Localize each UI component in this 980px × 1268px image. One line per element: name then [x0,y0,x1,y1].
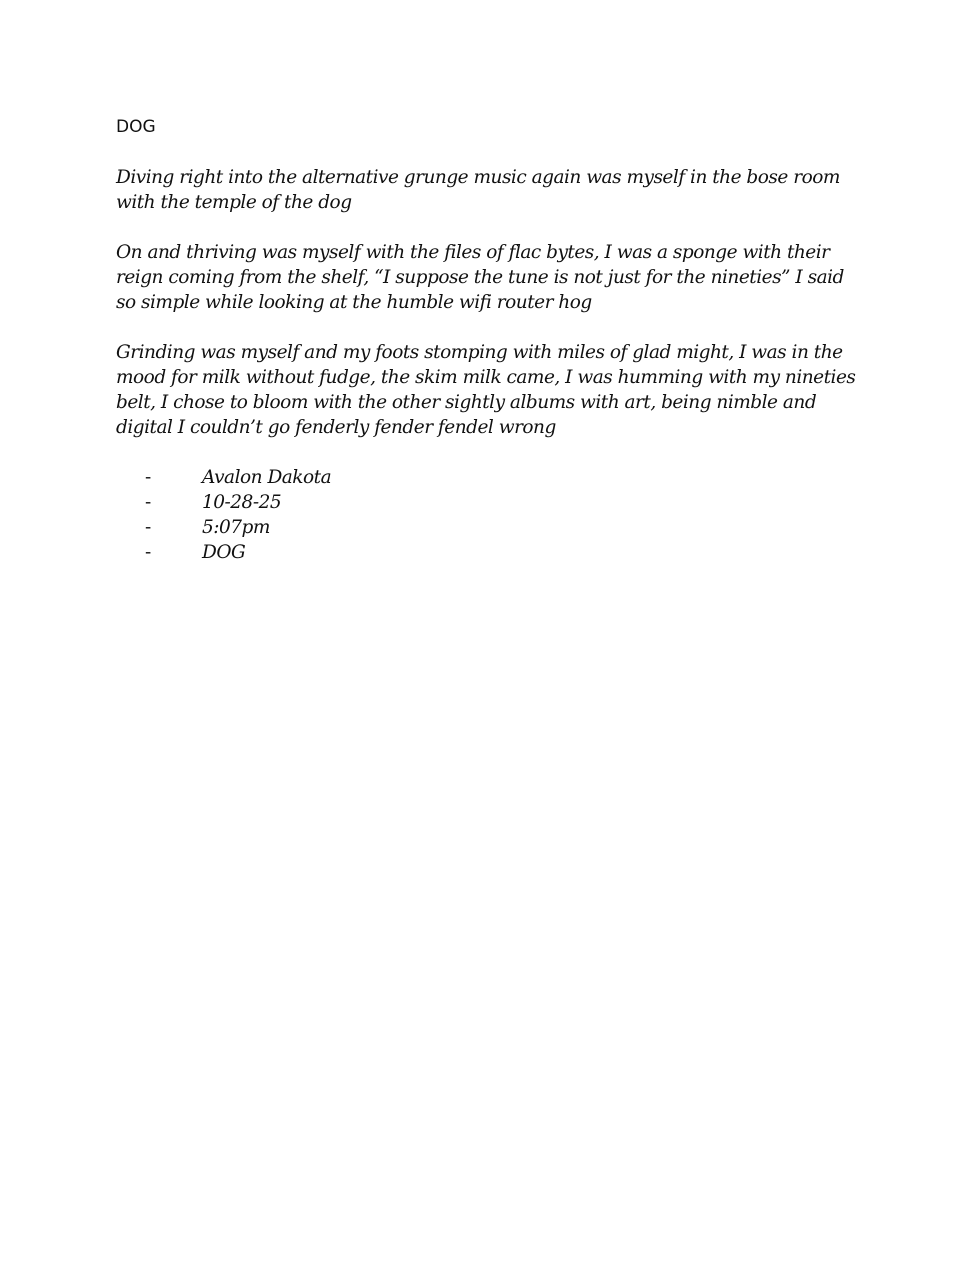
list-item-text: 5:07pm [202,517,270,538]
document-body [116,115,866,565]
paragraph-2: On and thriving was myself with the files of flac bytes, I was a sponge with their reign coming from the shelf, “I suppose the tune is not just for the nineties” I said so simple while looking at the humble wifi router hog [116,242,844,313]
list-dash: - [145,542,151,563]
list-item-date [145,490,866,515]
list-item-text: 10-28-25 [202,492,282,513]
paragraph-1: Diving right into the alternative grunge music again was myself in the bose room with the temple of the dog [116,167,840,213]
list-dash: - [145,467,151,488]
paragraph-3: Grinding was myself and my foots stomping with miles of glad might, I was in the mood for milk without fudge, the skim milk came, I was humming with my nineties belt, I chose to bloom with the other sightly albums with art, being nimble and digital I couldn’t go fenderly fender fendel wrong [116,342,856,438]
signature-list [116,465,866,565]
list-dash: - [145,517,151,538]
document-title: DOG [116,117,156,137]
list-item-text: Avalon Dakota [202,467,332,488]
list-item-title [145,540,866,565]
list-item-time [145,515,866,540]
list-item-text: DOG [202,542,246,563]
list-item-author [145,465,866,490]
list-dash: - [145,492,151,513]
